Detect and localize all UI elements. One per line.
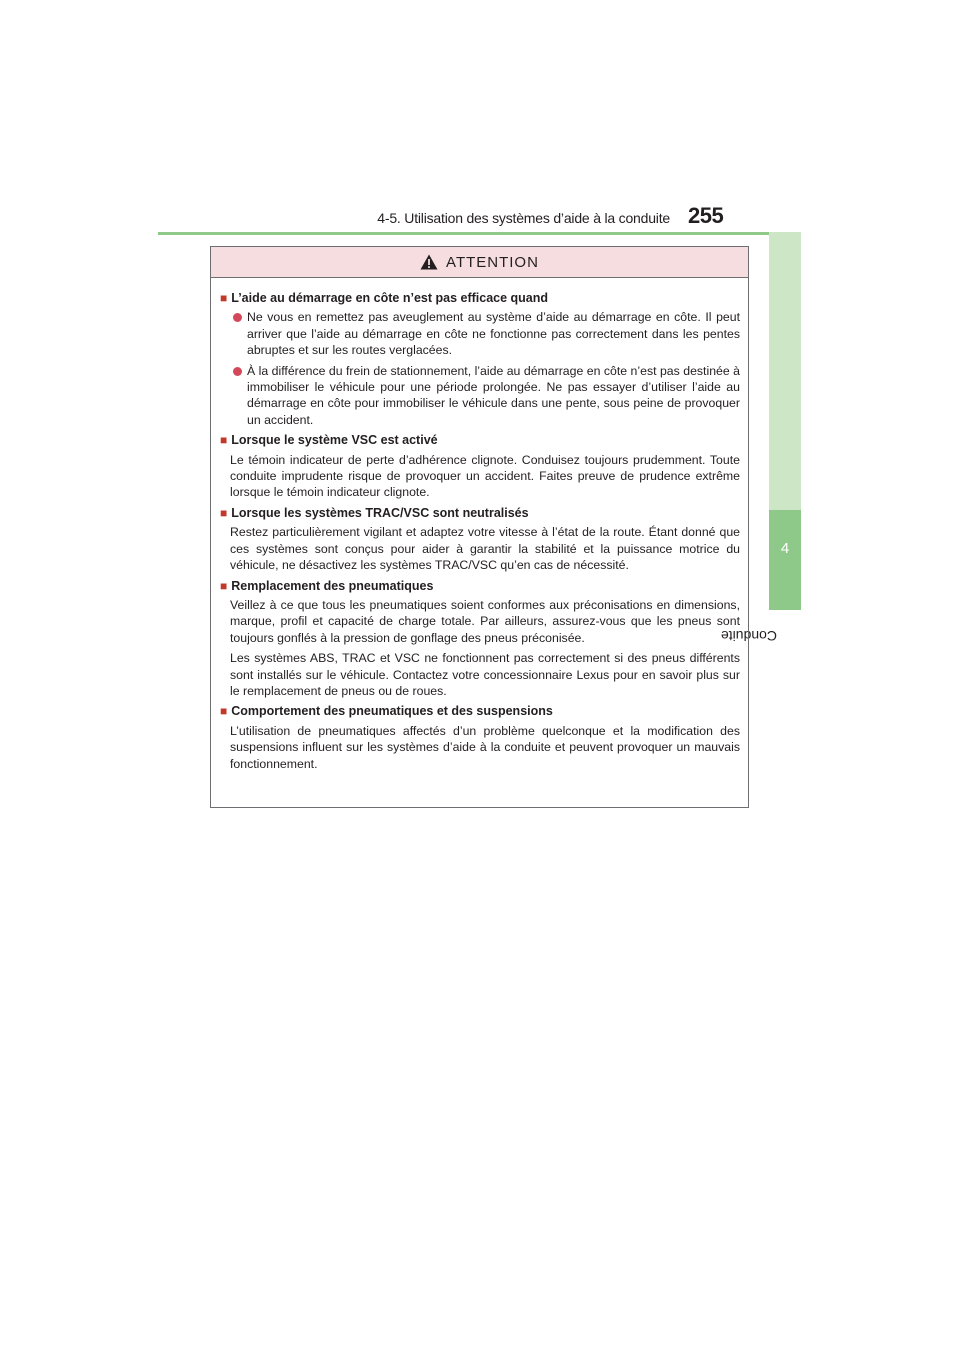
section-paragraph: Veillez à ce que tous les pneumatiques soient conformes aux préconisations en dimensions, marque, profil et capacité de charge totale. Par ailleurs, assurez-vous que les pneus sont toujours gonflés à la pression de gonflage des pneus préconisée.	[230, 597, 740, 645]
warning-triangle-icon	[420, 254, 438, 270]
warning-body	[211, 278, 748, 772]
section-title	[220, 578, 740, 594]
section-hill-start	[220, 290, 740, 428]
section-vsc-active	[220, 432, 740, 501]
page-number: 255	[688, 203, 724, 228]
section-paragraph: Restez particulièrement vigilant et adaptez votre vitesse à l’état de la route. Étant donné que ces systèmes sont conçus pour aider à garantir la stabilité et la puissance motrice du véhicule, ne désactivez les systèmes TRAC/VSC qu’en cas de nécessité.	[230, 525, 740, 573]
square-bullet-icon: ■	[220, 505, 228, 520]
section-title	[220, 505, 740, 521]
header-rule	[158, 232, 801, 235]
warning-header	[211, 247, 748, 278]
warning-box	[210, 246, 749, 808]
warning-title: ATTENTION	[446, 253, 539, 271]
section-title-text: Comportement des pneumatiques et des suspensions	[231, 704, 553, 719]
bullet-text: À la différence du frein de stationnement, l’aide au démarrage en côte n’est pas destinée à immobiliser le véhicule pour une période prolongée. Ne pas essayer d’utiliser l’aide au démarrage en côte pour immobiliser le véhicule dans une pente, sous peine de provoquer un accident.	[247, 363, 740, 427]
side-tab-number-text: 4	[780, 540, 790, 557]
section-title	[220, 432, 740, 448]
section-paragraph: Les systèmes ABS, TRAC et VSC ne fonctionnent pas correctement si des pneus différents sont installés sur le véhicule. Contactez votre concessionnaire Lexus pour en savoir plus sur le remplacement de pneus ou de roues.	[230, 651, 740, 698]
circle-bullet-icon	[233, 367, 242, 376]
square-bullet-icon: ■	[220, 433, 228, 448]
section-paragraph: Le témoin indicateur de perte d’adhérence clignote. Conduisez toujours prudemment. Toute conduite imprudente risque de provoquer un accident. Faites preuve de prudence extrême lorsque le témoin indicateur clignote.	[230, 452, 740, 500]
section-tires-suspension	[220, 703, 740, 772]
section-title	[220, 703, 740, 719]
section-title-text: Lorsque le système VSC est activé	[231, 433, 438, 448]
square-bullet-icon: ■	[220, 578, 228, 593]
section-title-text: L’aide au démarrage en côte n’est pas efficace quand	[231, 291, 549, 305]
section-tire-replacement	[220, 578, 740, 700]
bullet-text: Ne vous en remettez pas aveuglement au système d’aide au démarrage en côte. Il peut arriver que l’aide au démarrage en côte ne fonctionne pas correctement dans les pentes abruptes et sur les routes verglacées.	[247, 310, 740, 358]
section-paragraph: L’utilisation de pneumatiques affectés d’un problème quelconque et la modification des suspensions influent sur les systèmes d’aide à la conduite et peuvent provoquer un mauvais fonctionnement.	[230, 723, 740, 771]
side-tab-label	[720, 620, 810, 710]
chapter-header-title: 4-5. Utilisation des systèmes d’aide à la conduite	[377, 210, 670, 226]
square-bullet-icon: ■	[220, 291, 228, 305]
section-title	[220, 290, 740, 306]
circle-bullet-icon	[233, 313, 242, 322]
side-tab-number	[769, 510, 801, 610]
side-tab-label-text: Conduite	[720, 628, 777, 644]
bullet-item	[233, 363, 740, 429]
section-trac-vsc-off	[220, 505, 740, 574]
section-title-text: Remplacement des pneumatiques	[231, 578, 434, 593]
section-title-text: Lorsque les systèmes TRAC/VSC sont neutralisés	[231, 505, 529, 520]
square-bullet-icon: ■	[220, 704, 228, 719]
bullet-item	[233, 309, 740, 358]
